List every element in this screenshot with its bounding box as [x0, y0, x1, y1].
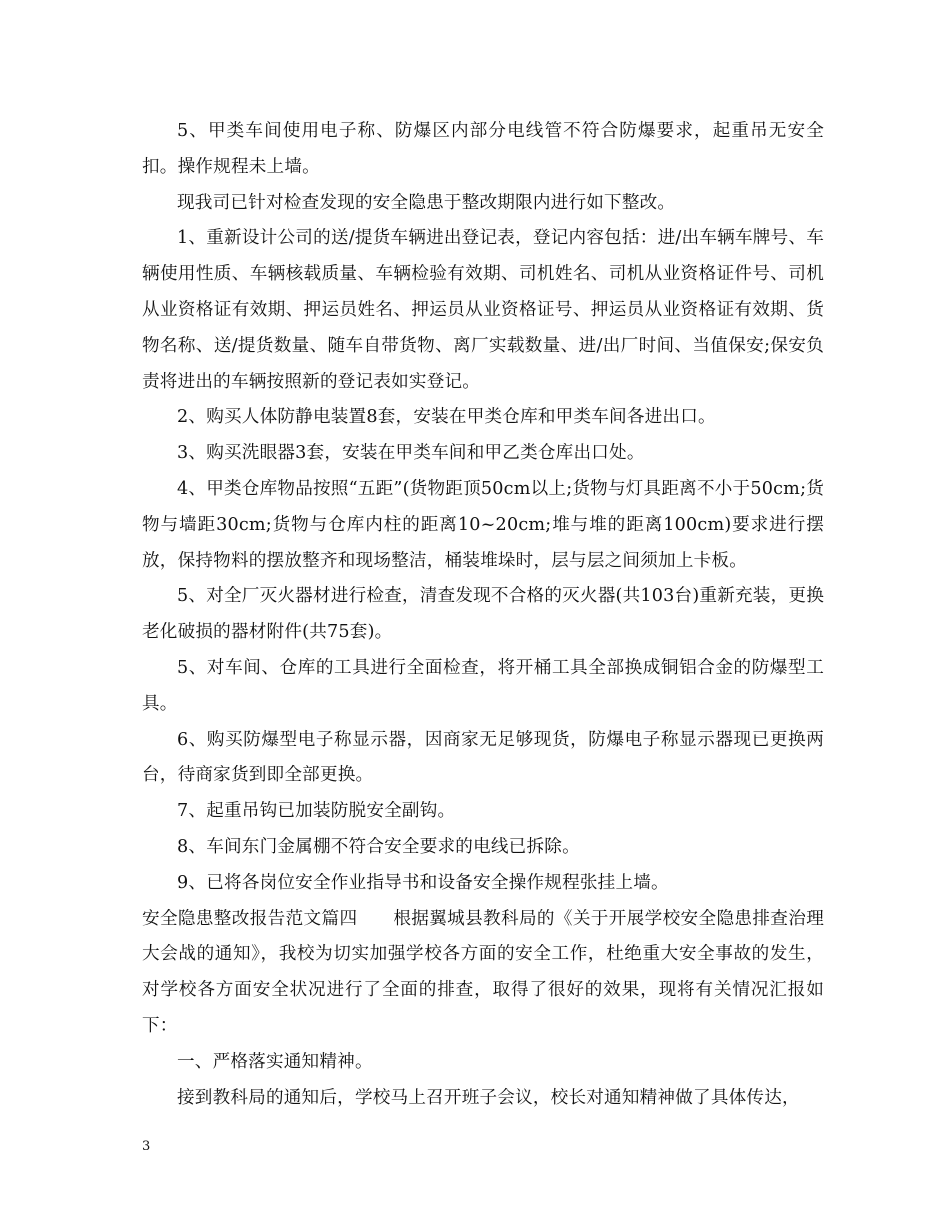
- paragraph-article-four-intro: 安全隐患整改报告范文篇四 根据翼城县教科局的《关于开展学校安全隐患排查治理大会战的通知》，我校为切实加强学校各方面的安全工作，杜绝重大安全事故的发生，对学校各方面安全状况进行了全面的排查，取得了很好的效果，现将有关情况汇报如下：: [142, 908, 824, 1036]
- paragraph-measure-3: 3、购买洗眼器3套，安装在甲类车间和甲乙类仓库出口处。: [177, 443, 645, 464]
- page-number: 3: [142, 1139, 151, 1154]
- paragraph-measure-7: 7、起重吊钩已加装防脱安全副钩。: [177, 801, 456, 822]
- paragraph-notice-received: 接到教科局的通知后，学校马上召开班子会议，校长对通知精神做了具体传达，: [177, 1087, 800, 1108]
- paragraph-measure-5a: 5、对全厂灭火器材进行检查，清查发现不合格的灭火器(共103台)重新充装，更换老化破损的器材附件(共75套)。: [142, 586, 824, 643]
- paragraph-measure-6: 6、购买防爆型电子称显示器，因商家无足够现货，防爆电子称显示器现已更换两台，待商家货到即全部更换。: [142, 729, 824, 786]
- paragraph-measure-1: 1、重新设计公司的送/提货车辆进出登记表，登记内容包括：进/出车辆车牌号、车辆使用性质、车辆核载质量、车辆检验有效期、司机姓名、司机从业资格证件号、司机从业资格证有效期、押运员姓名、押运员从业资格证号、押运员从业资格证有效期、货物名称、送/提货数量、随车自带货物、离厂实载数量、进/出厂时间、当值保安;保安负责将进出的车辆按照新的登记表如实登记。: [142, 228, 824, 392]
- paragraph-measure-9: 9、已将各岗位安全作业指导书和设备安全操作规程张挂上墙。: [177, 872, 669, 893]
- paragraph-section-heading: 一、严格落实通知精神。: [177, 1051, 373, 1072]
- document-body: [142, 114, 824, 1116]
- paragraph-measure-5b: 5、对车间、仓库的工具进行全面检查，将开桶工具全部换成铜铝合金的防爆型工具。: [142, 657, 824, 714]
- paragraph-measure-8: 8、车间东门金属棚不符合安全要求的电线已拆除。: [177, 836, 580, 857]
- paragraph-measure-2: 2、购买人体防静电装置8套，安装在甲类仓库和甲类车间各进出口。: [177, 407, 716, 428]
- paragraph-hazard-5: 5、甲类车间使用电子称、防爆区内部分电线管不符合防爆要求，起重吊无安全扣。操作规程未上墙。: [142, 121, 824, 177]
- paragraph-rectification-intro: 现我司已针对检查发现的安全隐患于整改期限内进行如下整改。: [177, 192, 676, 213]
- paragraph-measure-4: 4、甲类仓库物品按照“五距”(货物距顶50cm以上;货物与灯具距离不小于50cm;货物与墙距30cm;货物与仓库内柱的距离10~20cm;堆与堆的距离100cm)要求进行摆放，保持物料的摆放整齐和现场整洁，桶装堆垛时，层与层之间须加上卡板。: [142, 478, 824, 571]
